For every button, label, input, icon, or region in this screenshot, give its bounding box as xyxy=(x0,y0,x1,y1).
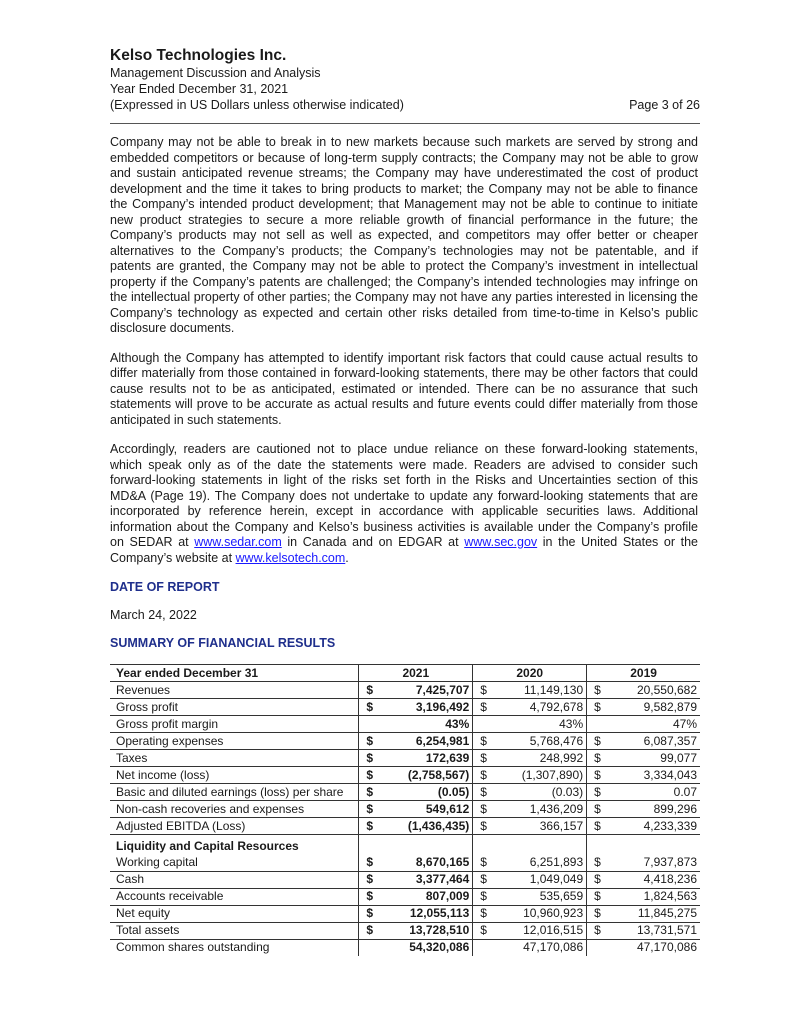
value-2019 xyxy=(587,818,700,835)
table-row xyxy=(110,855,700,872)
value-2019 xyxy=(587,939,700,956)
value-2020 xyxy=(473,716,587,733)
sedar-link[interactable]: www.sedar.com xyxy=(194,535,282,549)
cell-value: 99,077 xyxy=(660,750,697,765)
currency-symbol: $ xyxy=(594,699,601,714)
currency-symbol xyxy=(590,941,594,954)
value-2021 xyxy=(359,855,473,872)
cell-value: 7,425,707 xyxy=(415,682,470,697)
cell-value: 11,845,275 xyxy=(637,906,697,920)
row-label: Taxes xyxy=(110,750,359,767)
cell-value: 0.07 xyxy=(673,784,697,799)
value-2021 xyxy=(359,871,473,888)
cell-value: 248,992 xyxy=(539,750,584,765)
company-name: Kelso Technologies Inc. xyxy=(110,47,287,64)
currency-symbol: $ xyxy=(366,906,374,920)
currency-symbol: $ xyxy=(480,818,487,833)
value-2019 xyxy=(587,888,700,905)
cell-value: (1,307,890) xyxy=(521,767,584,782)
empty-cell xyxy=(473,835,587,855)
currency-symbol: $ xyxy=(480,682,487,697)
row-label: Common shares outstanding xyxy=(116,940,270,954)
value-2020 xyxy=(473,733,587,750)
row-label: Net equity xyxy=(110,905,359,922)
cell-value: 47,170,086 xyxy=(523,940,584,954)
currency-symbol: $ xyxy=(594,767,601,782)
cell-value: 12,055,113 xyxy=(409,906,470,920)
table-row xyxy=(110,939,700,956)
currency-symbol: $ xyxy=(594,855,601,869)
currency-symbol: $ xyxy=(366,733,374,748)
value-2019 xyxy=(587,784,700,801)
cell-value: 549,612 xyxy=(425,801,470,816)
table-row xyxy=(110,699,700,716)
cell-value: 6,254,981 xyxy=(415,733,470,748)
currency-symbol: $ xyxy=(594,733,601,748)
row-label: Gross profit margin xyxy=(110,716,359,733)
column-header-year-ended: Year ended December 31 xyxy=(110,665,359,682)
cell-value: 172,639 xyxy=(425,750,470,765)
table-row xyxy=(110,682,700,699)
value-2021 xyxy=(359,905,473,922)
currency-symbol: $ xyxy=(480,906,487,920)
header-row xyxy=(110,97,700,113)
cell-value: 6,251,893 xyxy=(529,855,584,869)
currency-symbol: $ xyxy=(480,872,487,886)
table-row xyxy=(110,801,700,818)
financial-summary-table xyxy=(110,664,700,956)
cell-value: 13,731,571 xyxy=(636,923,697,937)
value-2019 xyxy=(587,682,700,699)
currency-symbol: $ xyxy=(594,818,601,833)
caution-text-3: in the United States or the Company’s website at xyxy=(110,535,698,565)
document-body xyxy=(110,135,698,956)
empty-cell xyxy=(359,835,473,855)
value-2019 xyxy=(587,716,700,733)
cell-value: (1,436,435) xyxy=(407,818,470,833)
currency-symbol xyxy=(362,941,366,954)
value-2021 xyxy=(359,733,473,750)
value-2019 xyxy=(587,699,700,716)
column-header-2021: 2021 xyxy=(359,665,473,682)
value-2019 xyxy=(587,733,700,750)
cell-value: (0.03) xyxy=(551,784,584,799)
value-2021 xyxy=(359,818,473,835)
cell-value: 899,296 xyxy=(653,801,697,816)
date-of-report-heading: DATE OF REPORT xyxy=(110,580,220,594)
cell-value: 3,334,043 xyxy=(643,767,697,782)
cell-value: 3,196,492 xyxy=(415,699,470,714)
empty-cell xyxy=(587,835,700,855)
value-2021 xyxy=(359,682,473,699)
value-2020 xyxy=(473,818,587,835)
cell-value: 1,049,049 xyxy=(529,872,584,886)
row-label: Revenues xyxy=(110,682,359,699)
report-period: Year Ended December 31, 2021 xyxy=(110,82,289,96)
report-date: March 24, 2022 xyxy=(110,608,197,622)
value-2021 xyxy=(359,699,473,716)
value-2020 xyxy=(473,939,587,956)
row-label: Working capital xyxy=(110,855,359,872)
row-label: Gross profit xyxy=(110,699,359,716)
value-2020 xyxy=(473,750,587,767)
currency-symbol: $ xyxy=(480,855,487,869)
row-label: Cash xyxy=(110,871,359,888)
cell-value: 47,170,086 xyxy=(636,940,697,954)
liquidity-subheading: Liquidity and Capital Resources xyxy=(116,839,299,853)
currency-symbol: $ xyxy=(366,784,374,799)
value-2019 xyxy=(587,801,700,818)
currency-symbol: $ xyxy=(366,682,374,697)
row-label: Operating expenses xyxy=(110,733,359,750)
currency-symbol: $ xyxy=(594,750,601,765)
currency-symbol: $ xyxy=(366,872,374,886)
caution-paragraph xyxy=(110,442,698,566)
currency-symbol: $ xyxy=(366,818,374,833)
row-label: Non-cash recoveries and expenses xyxy=(110,801,359,818)
value-2021 xyxy=(359,922,473,939)
value-2019 xyxy=(587,871,700,888)
currency-symbol: $ xyxy=(594,923,601,937)
value-2019 xyxy=(587,905,700,922)
value-2021 xyxy=(359,939,473,956)
value-2021 xyxy=(359,888,473,905)
sec-link[interactable]: www.sec.gov xyxy=(464,535,538,549)
value-2021 xyxy=(359,767,473,784)
table-row xyxy=(110,750,700,767)
cell-value: 1,436,209 xyxy=(529,801,584,816)
currency-symbol: $ xyxy=(366,767,374,782)
cell-value: 3,377,464 xyxy=(415,872,470,886)
cell-value: 10,960,923 xyxy=(523,906,584,920)
table-row xyxy=(110,784,700,801)
table-row xyxy=(110,888,700,905)
table-row xyxy=(110,818,700,835)
row-label: Accounts receivable xyxy=(110,888,359,905)
risk-paragraph: Company may not be able to break in to new markets because such markets are served by strong and embedded competitors or because of long-term supply contracts; the Company may not be able to grow and sustain anticipated revenue streams; the Company may have underestimated the cost of product development and the time it takes to bring products to market; the Company may not be able to finance the Company’s intended product development; that Management may not be able to continue to initiate new product strategies to secure a more reliable growth of financial performance in the future; the Company’s products may not sell as well as expected, and competitors may offer better or cheaper alternatives to the Company’s products; the Company’s technologies may not be patentable, and if patents are granted, the Company may not be able to protect the Company’s investment in intellectual property if the Company’s patents are challenged; the Company’s intended technologies may infringe on the intellectual property of other parties; the Company may not have any parties interested in licensing the Company’s technology as expected and certain other risks detailed from time-to-time in Kelso’s public disclosure documents. xyxy=(110,135,698,335)
currency-symbol: $ xyxy=(366,855,374,869)
cell-value: 8,670,165 xyxy=(415,855,470,869)
summary-heading: SUMMARY OF FIANANCIAL RESULTS xyxy=(110,636,336,650)
caution-text-2: in Canada and on EDGAR at xyxy=(281,535,465,549)
table-row xyxy=(110,905,700,922)
subheading-row xyxy=(110,835,700,855)
value-2020 xyxy=(473,682,587,699)
cell-value: 1,824,563 xyxy=(643,889,697,903)
value-2020 xyxy=(473,784,587,801)
currency-symbol: $ xyxy=(594,784,601,799)
cell-value: 807,009 xyxy=(425,889,470,903)
currency-symbol: $ xyxy=(366,923,374,937)
currency-symbol: $ xyxy=(480,923,487,937)
currency-symbol xyxy=(590,718,594,731)
row-label: Basic and diluted earnings (loss) per share xyxy=(110,784,359,801)
column-header-2019: 2019 xyxy=(587,665,700,682)
table-header-row xyxy=(110,665,700,682)
table-row xyxy=(110,922,700,939)
table-row xyxy=(110,871,700,888)
currency-symbol xyxy=(362,718,366,731)
currency-symbol: $ xyxy=(480,699,487,714)
currency-symbol: $ xyxy=(366,750,374,765)
currency-symbol: $ xyxy=(480,784,487,799)
column-header-2020: 2020 xyxy=(473,665,587,682)
cell-value: 20,550,682 xyxy=(636,682,697,697)
value-2020 xyxy=(473,801,587,818)
table-row xyxy=(110,733,700,750)
cell-value: 12,016,515 xyxy=(523,923,584,937)
currency-symbol: $ xyxy=(480,733,487,748)
currency-note: (Expressed in US Dollars unless otherwise indicated) xyxy=(110,98,404,112)
value-2020 xyxy=(473,888,587,905)
cell-value: 43% xyxy=(445,716,470,731)
table-row xyxy=(110,767,700,784)
report-title: Management Discussion and Analysis xyxy=(110,66,321,80)
currency-symbol xyxy=(476,941,480,954)
cell-value: 5,768,476 xyxy=(529,733,584,748)
cell-value: 43% xyxy=(559,716,584,731)
cell-value: (2,758,567) xyxy=(407,767,470,782)
currency-symbol: $ xyxy=(480,750,487,765)
caution-text-4: . xyxy=(345,550,349,565)
currency-symbol xyxy=(476,718,480,731)
value-2020 xyxy=(473,871,587,888)
header-divider xyxy=(110,123,700,124)
value-2020 xyxy=(473,905,587,922)
cell-value: 6,087,357 xyxy=(643,733,697,748)
value-2019 xyxy=(587,767,700,784)
currency-symbol: $ xyxy=(480,889,487,903)
value-2020 xyxy=(473,699,587,716)
cell-value: 13,728,510 xyxy=(409,923,470,937)
value-2021 xyxy=(359,716,473,733)
currency-symbol: $ xyxy=(366,801,374,816)
cell-value: 11,149,130 xyxy=(523,682,584,697)
value-2019 xyxy=(587,750,700,767)
value-2019 xyxy=(587,922,700,939)
cell-value: 4,792,678 xyxy=(529,699,584,714)
currency-symbol: $ xyxy=(594,872,601,886)
row-label: Adjusted EBITDA (Loss) xyxy=(110,818,359,835)
currency-symbol: $ xyxy=(366,699,374,714)
cell-value: 4,418,236 xyxy=(643,872,697,886)
currency-symbol: $ xyxy=(594,801,601,816)
currency-symbol: $ xyxy=(594,682,601,697)
cell-value: 54,320,086 xyxy=(409,940,470,954)
currency-symbol: $ xyxy=(480,767,487,782)
value-2019 xyxy=(587,855,700,872)
currency-symbol: $ xyxy=(594,889,601,903)
page-header xyxy=(110,46,700,113)
caution-text-1: Accordingly, readers are cautioned not to place undue reliance on these forward-looking statements, which speak only as of the date the statements were made. Readers are advised to consider such forward-looking statements in light of the risks set forth in the Risks and Uncertainties section of this MD&A (Page 19). The Company does not undertake to update any forward-looking statements that are incorporated by reference herein, except in accordance with applicable securities laws. Additional information about the Company and Kelso’s business activities is available under the Company’s profile on SEDAR at xyxy=(110,442,698,549)
cell-value: 9,582,879 xyxy=(643,699,697,714)
cell-value: 535,659 xyxy=(539,889,584,903)
cell-value: 366,157 xyxy=(539,818,584,833)
cell-value: 47% xyxy=(672,716,697,731)
value-2021 xyxy=(359,750,473,767)
assurance-paragraph: Although the Company has attempted to identify important risk factors that could cause actual results to differ materially from those contained in forward-looking statements, there may be other factors that could cause results not to be as anticipated, estimated or intended. There can be no assurance that such statements will prove to be accurate as actual results and future events could differ materially from those anticipated in such statements. xyxy=(110,350,698,427)
cell-value: (0.05) xyxy=(437,784,470,799)
currency-symbol: $ xyxy=(366,889,374,903)
value-2020 xyxy=(473,855,587,872)
value-2021 xyxy=(359,784,473,801)
value-2021 xyxy=(359,801,473,818)
currency-symbol: $ xyxy=(594,906,601,920)
cell-value: 7,937,873 xyxy=(643,855,697,869)
kelsotech-link[interactable]: www.kelsotech.com xyxy=(235,550,346,565)
page-number: Page 3 of 26 xyxy=(629,98,700,112)
value-2020 xyxy=(473,767,587,784)
row-label: Net income (loss) xyxy=(110,767,359,784)
row-label: Total assets xyxy=(110,922,359,939)
currency-symbol: $ xyxy=(480,801,487,816)
cell-value: 4,233,339 xyxy=(643,818,697,833)
value-2020 xyxy=(473,922,587,939)
table-row xyxy=(110,716,700,733)
